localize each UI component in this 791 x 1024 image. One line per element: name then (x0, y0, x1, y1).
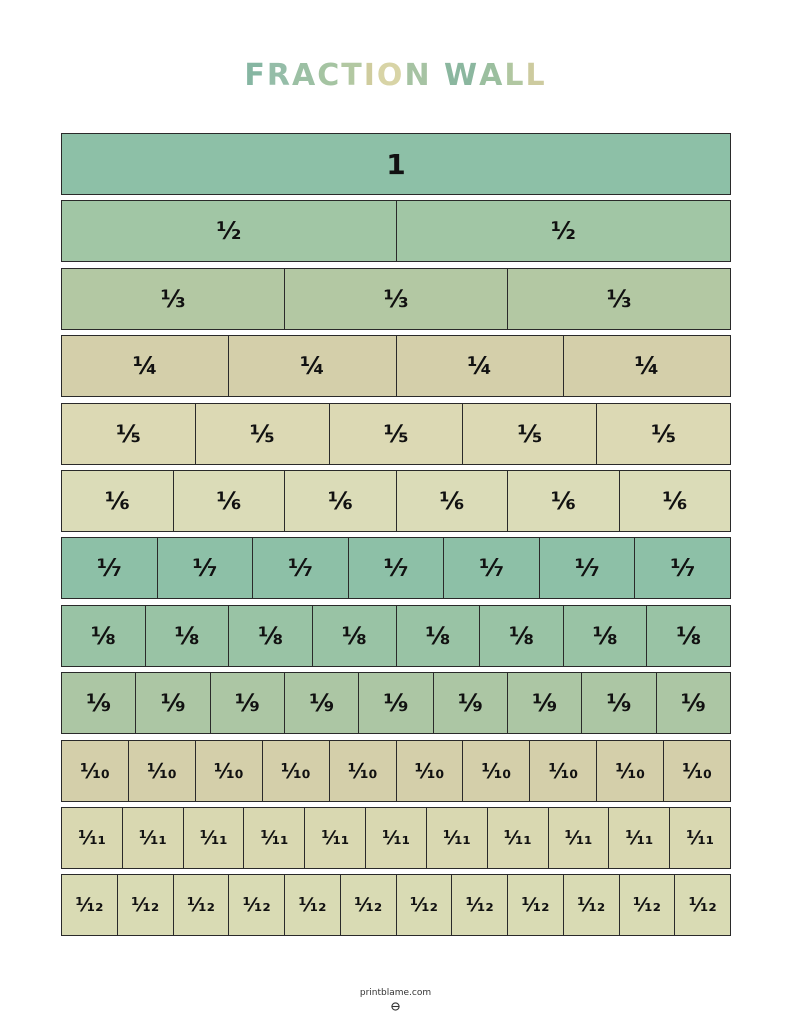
fraction-cell: ⅕ (597, 403, 731, 465)
fraction-cell: ⅛ (480, 605, 564, 667)
fraction-cell: ⅐ (540, 537, 636, 599)
fraction-cell: ⅛ (229, 605, 313, 667)
fraction-cell: ¼ (564, 335, 731, 397)
title-letter: N (404, 58, 432, 93)
fraction-cell: ⅐ (253, 537, 349, 599)
fraction-cell: ½ (61, 200, 397, 262)
fraction-cell: ⅒ (664, 740, 731, 802)
title-letter (432, 56, 444, 96)
fraction-row (61, 335, 731, 397)
fraction-cell: ¹⁄₁₁ (123, 807, 184, 869)
fraction-cell: ¹⁄₁₂ (675, 874, 731, 936)
fraction-row (61, 470, 731, 532)
fraction-cell: ¹⁄₁₂ (564, 874, 620, 936)
title-letter: A (292, 58, 318, 93)
fraction-cell: ⅑ (211, 672, 285, 734)
fraction-cell: ⅒ (61, 740, 129, 802)
fraction-cell: ¹⁄₁₂ (341, 874, 397, 936)
fraction-row (61, 807, 731, 869)
fraction-cell: ⅙ (174, 470, 286, 532)
fraction-cell: ⅓ (285, 268, 508, 330)
fraction-cell: ¹⁄₁₁ (184, 807, 245, 869)
fraction-cell: ⅓ (508, 268, 731, 330)
fraction-cell: ⅒ (263, 740, 330, 802)
fraction-cell: ⅛ (313, 605, 397, 667)
title-letter: C (317, 58, 342, 93)
fraction-cell: 1 (61, 133, 731, 195)
fraction-cell: ⅛ (397, 605, 481, 667)
fraction-cell: ⅐ (158, 537, 254, 599)
fraction-cell: ¹⁄₁₁ (305, 807, 366, 869)
fraction-cell: ¹⁄₁₁ (549, 807, 610, 869)
fraction-row (61, 403, 731, 465)
fraction-cell: ⅒ (597, 740, 664, 802)
fraction-cell: ⅒ (530, 740, 597, 802)
fraction-cell: ¹⁄₁₂ (620, 874, 676, 936)
title-letter: W (444, 58, 480, 93)
fraction-cell: ⅐ (444, 537, 540, 599)
fraction-cell: ⅙ (620, 470, 732, 532)
fraction-row (61, 537, 731, 599)
fraction-row (61, 672, 731, 734)
fraction-row (61, 874, 731, 936)
fraction-cell: ⅛ (146, 605, 230, 667)
title-letter: T (341, 58, 364, 93)
fraction-cell: ⅑ (285, 672, 359, 734)
title-letter: F (244, 58, 267, 93)
fraction-cell: ¼ (61, 335, 229, 397)
fraction-cell: ⅛ (61, 605, 146, 667)
title-letter: R (266, 58, 293, 93)
fraction-cell: ⅑ (61, 672, 136, 734)
fraction-cell: ⅙ (61, 470, 174, 532)
fraction-cell: ⅒ (330, 740, 397, 802)
fraction-cell: ¹⁄₁₂ (174, 874, 230, 936)
title-letter: I (363, 58, 377, 93)
fraction-cell: ⅑ (434, 672, 508, 734)
fraction-cell: ¹⁄₁₁ (670, 807, 731, 869)
fraction-cell: ⅙ (397, 470, 509, 532)
fraction-cell: ⅑ (657, 672, 731, 734)
fraction-row (61, 740, 731, 802)
title-letter: L (525, 58, 547, 93)
fraction-cell: ⅙ (508, 470, 620, 532)
fraction-cell: ¹⁄₁₂ (397, 874, 453, 936)
fraction-cell: ⅕ (196, 403, 330, 465)
fraction-row (61, 268, 731, 330)
fraction-cell: ⅑ (508, 672, 582, 734)
fraction-cell: ¹⁄₁₂ (61, 874, 118, 936)
fraction-cell: ½ (397, 200, 732, 262)
fraction-cell: ⅕ (463, 403, 597, 465)
page-title (0, 56, 791, 96)
title-letter: O (376, 58, 405, 93)
fraction-cell: ¹⁄₁₂ (285, 874, 341, 936)
fraction-cell: ¹⁄₁₂ (508, 874, 564, 936)
fraction-cell: ⅒ (129, 740, 196, 802)
fraction-cell: ⅐ (349, 537, 445, 599)
fraction-row (61, 200, 731, 262)
fraction-cell: ⅒ (196, 740, 263, 802)
fraction-cell: ¹⁄₁₁ (244, 807, 305, 869)
site-logo-icon (391, 1002, 400, 1011)
fraction-cell: ⅙ (285, 470, 397, 532)
fraction-cell: ⅕ (61, 403, 196, 465)
fraction-cell: ⅑ (136, 672, 210, 734)
title-letter: A (479, 58, 505, 93)
fraction-cell: ⅓ (61, 268, 285, 330)
fraction-cell: ¼ (397, 335, 564, 397)
fraction-cell: ⅐ (635, 537, 731, 599)
fraction-cell: ¹⁄₁₁ (609, 807, 670, 869)
fraction-cell: ⅒ (463, 740, 530, 802)
fraction-row (61, 133, 731, 195)
footer-site: printblame.com (359, 988, 432, 998)
fraction-cell: ¹⁄₁₁ (366, 807, 427, 869)
title-letter: L (504, 58, 526, 93)
fraction-cell: ¹⁄₁₁ (61, 807, 123, 869)
fraction-cell: ⅑ (582, 672, 656, 734)
fraction-cell: ⅐ (61, 537, 158, 599)
fraction-cell: ⅛ (564, 605, 648, 667)
fraction-cell: ⅕ (330, 403, 464, 465)
fraction-cell: ¼ (229, 335, 396, 397)
fraction-cell: ¹⁄₁₁ (488, 807, 549, 869)
fraction-cell: ¹⁄₁₁ (427, 807, 488, 869)
fraction-cell: ¹⁄₁₂ (452, 874, 508, 936)
fraction-cell: ⅛ (647, 605, 731, 667)
fraction-cell: ¹⁄₁₂ (229, 874, 285, 936)
fraction-cell: ⅒ (397, 740, 464, 802)
fraction-cell: ⅑ (359, 672, 433, 734)
fraction-row (61, 605, 731, 667)
fraction-cell: ¹⁄₁₂ (118, 874, 174, 936)
